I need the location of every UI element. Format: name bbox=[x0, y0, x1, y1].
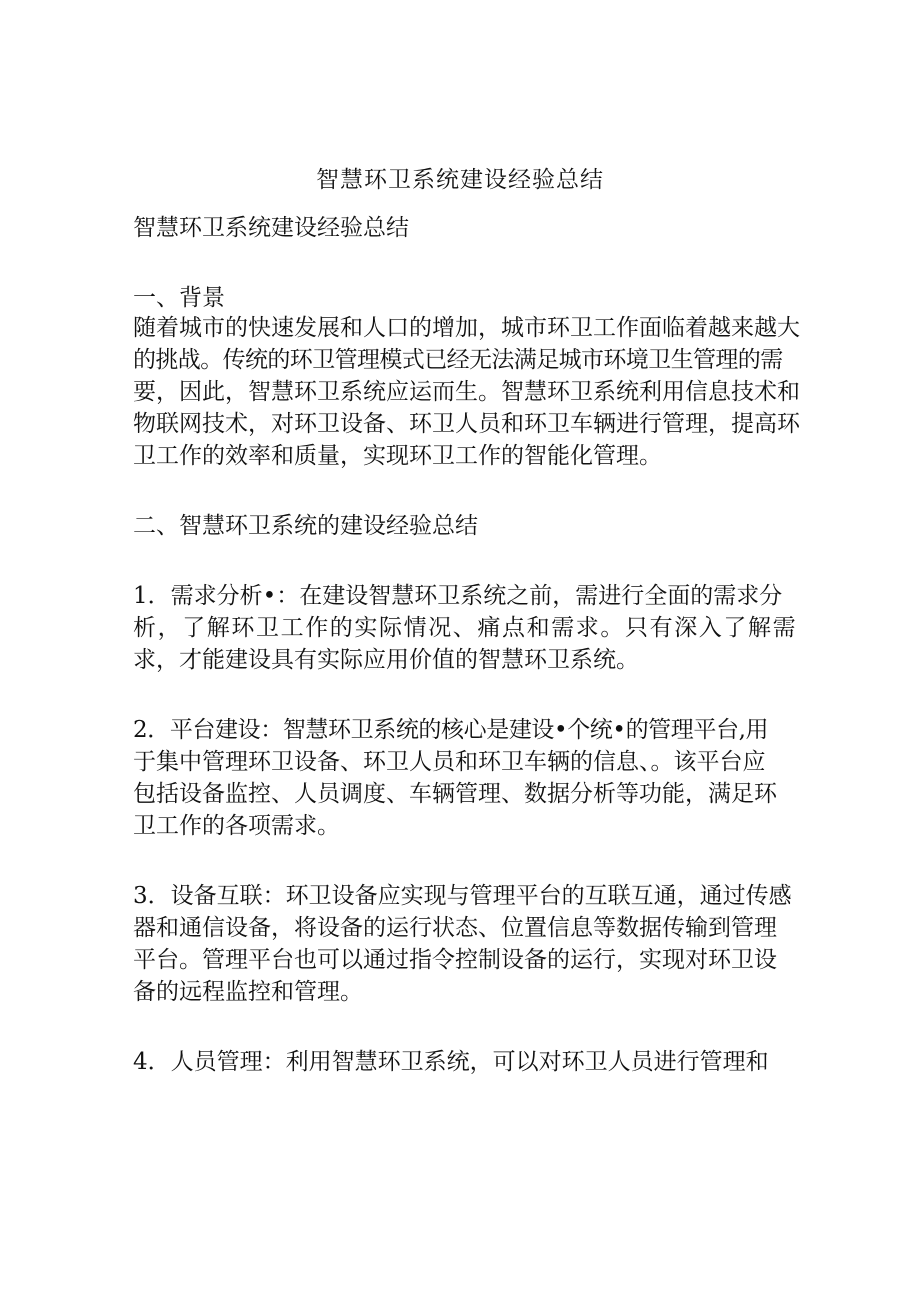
list-item bbox=[133, 580, 801, 676]
paragraph-line: 卫工作的效率和质量，实现环卫工作的智能化管理。 bbox=[133, 443, 662, 469]
list-item-line: 2．平台建设：智慧环卫系统的核心是建设•个统•的管理平台,用 bbox=[133, 717, 769, 743]
list-item-line: 4．人员管理：利用智慧环卫系统，可以对环卫人员进行管理和 bbox=[133, 1049, 769, 1075]
section-experience-summary bbox=[133, 510, 801, 1078]
list-item-line: 备的远程监控和管理。 bbox=[133, 979, 363, 1005]
list-item-line: 包括设备监控、人员调度、车辆管理、数据分析等功能，满足环 bbox=[133, 781, 777, 807]
list-item-line: 1．需求分析•：在建设智慧环卫系统之前，需进行全面的需求分 bbox=[133, 583, 783, 609]
section-heading: 二、智慧环卫系统的建设经验总结 bbox=[133, 513, 478, 539]
paragraph-line: 物联网技术，对环卫设备、环卫人员和环卫车辆进行管理，提高环 bbox=[133, 411, 800, 437]
paragraph-line: 随着城市的快速发展和人口的增加，城市环卫工作面临着越来越大 bbox=[133, 315, 800, 341]
document-body bbox=[133, 212, 801, 1078]
document-title: 智慧环卫系统建设经验总结 bbox=[316, 167, 604, 193]
paragraph-line: 的挑战。传统的环卫管理模式已经无法满足城市环境卫生管理的需 bbox=[133, 347, 783, 373]
list-item-line: 于集中管理环卫设备、环卫人员和环卫车辆的信息、。该平台应 bbox=[133, 749, 766, 775]
paragraph-line: 要，因此，智慧环卫系统应运而生。智慧环卫系统利用信息技术和 bbox=[133, 379, 800, 405]
list-item bbox=[133, 1046, 801, 1078]
list-item-line: 3．设备互联：环卫设备应实现与管理平台的互联互通，通过传感 bbox=[133, 883, 792, 909]
section-heading: 一、背景 bbox=[133, 285, 225, 311]
list-item-line: 器和通信设备，将设备的运行状态、位置信息等数据传输到管理 bbox=[133, 915, 777, 941]
list-item bbox=[133, 880, 801, 1008]
list-item-line: 平台。管理平台也可以通过指令控制设备的运行，实现对环卫设 bbox=[133, 947, 777, 973]
list-item-line: 求，才能建设具有实际应用价值的智慧环卫系统。 bbox=[133, 647, 639, 673]
list-item-line: 析，了解环卫工作的实际情况、痛点和需求。只有深入了解需 bbox=[133, 615, 798, 641]
section-background bbox=[133, 282, 801, 472]
list-item-line: 卫工作的各项需求。 bbox=[133, 813, 340, 839]
document-subtitle: 智慧环卫系统建设经验总结 bbox=[133, 215, 409, 241]
list-item bbox=[133, 714, 801, 842]
